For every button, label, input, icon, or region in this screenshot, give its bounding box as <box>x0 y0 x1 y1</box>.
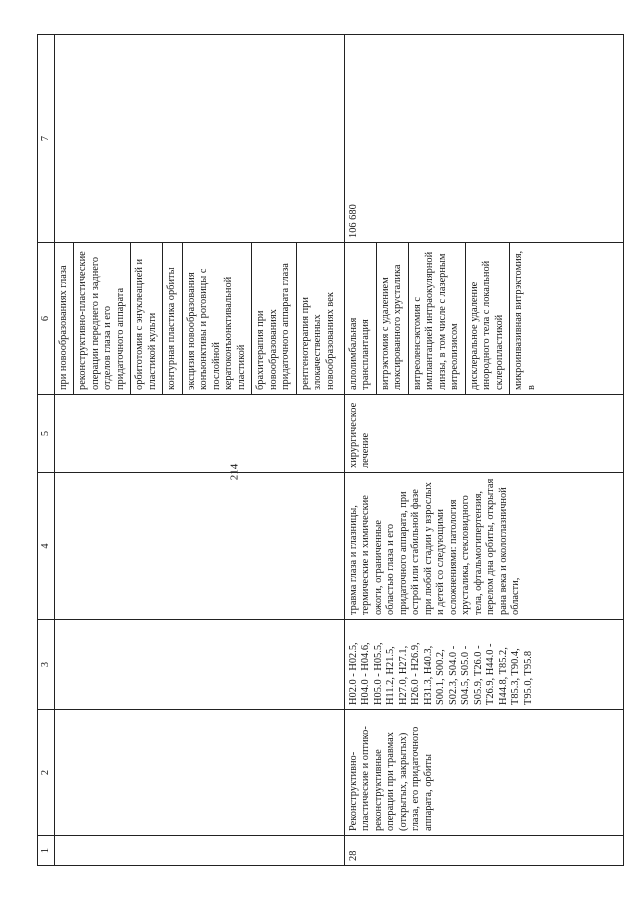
col-header-7: 7 <box>38 35 55 243</box>
table-row <box>55 35 345 866</box>
table-frame <box>37 35 624 866</box>
method-item: при новообразованиях глаза <box>55 243 74 394</box>
cell-empty <box>55 473 345 620</box>
procedures-table <box>37 34 624 866</box>
col-header-1: 1 <box>38 836 55 866</box>
table-row <box>345 35 624 866</box>
cell-empty <box>55 710 345 836</box>
methods-cell <box>345 243 624 395</box>
col-header-5: 5 <box>38 395 55 473</box>
prev-methods-cell <box>55 243 345 395</box>
cell-empty <box>55 836 345 866</box>
method-item: орбитотомия с энуклеацией и пластикой культи <box>131 243 163 394</box>
page-number: 214 <box>228 463 240 481</box>
method-item: аллолимбальная трансплантация <box>345 243 377 394</box>
treatment-type: хирургическое лечение <box>345 395 624 473</box>
patient-model: травма глаза и глазницы, термические и химические ожоги, ограниченные областью глаза и его придаточного аппарата, при острой или стабильной фазе при любой стадии у взрослых и детей со следующими осложнениями: патология хрусталика, стекловидного тела, офтальмогипертензия, перелом дна орбиты, открытая рана века и окологлазничной области, <box>345 473 624 620</box>
method-item: микроинвазивная витрэктомия, в <box>513 250 537 390</box>
cell-empty <box>55 620 345 710</box>
method-item: витрэктомия с удалением люксированного хрусталика <box>377 243 409 394</box>
col-header-6: 6 <box>38 243 55 395</box>
col-header-3: 3 <box>38 620 55 710</box>
col-header-2: 2 <box>38 710 55 836</box>
cell-empty <box>55 35 345 243</box>
row-number: 28 <box>345 836 624 866</box>
method-item: реконструктивно-пластические операции переднего и заднего отделов глаза и его придаточного аппарата <box>74 243 131 394</box>
cell-empty <box>55 395 345 473</box>
column-number-row <box>38 35 55 866</box>
icd-codes: H02.0 - H02.5, H04.0 - H04.6, H05.0 - H05.5, H11.2, H21.5, H27.0, H27.1, H26.0 - H26.9, H31.3, H40.3, S00.1, S00.2, S02.3, S04.0 - S04.5, S05.0 - S05.9, T26.0 - T26.9, H44.0 - H44.8, T85.2, T85.3, T90.4, T95.0, T95.8 <box>345 620 624 710</box>
col-header-4: 4 <box>38 473 55 620</box>
method-item: эксцизия новообразования конъюнктивы и роговицы с послойной кератоконъюнктивальной пластикой <box>183 243 252 394</box>
method-item: контурная пластика орбиты <box>163 243 182 394</box>
method-item: дисклеральное удаление инородного тела с локальной склеропластикой <box>466 243 510 394</box>
cost-cell: 106 680 <box>345 35 624 243</box>
method-item: витреоленсэктомия с имплантацией интраокулярной линзы, в том числе с лазерным витреолизисом <box>409 243 466 394</box>
method-item: рентгенотерапия при злокачественных новообразованиях век <box>299 292 336 390</box>
method-item: брахитерапия при новообразованиях придаточного аппарата глаза <box>252 243 296 394</box>
procedure-name: Реконструктивно-пластические и оптико-реконструктивные операции при травмах (открытых, закрытых) глаза, его придаточного аппарата, орбиты <box>345 710 624 836</box>
